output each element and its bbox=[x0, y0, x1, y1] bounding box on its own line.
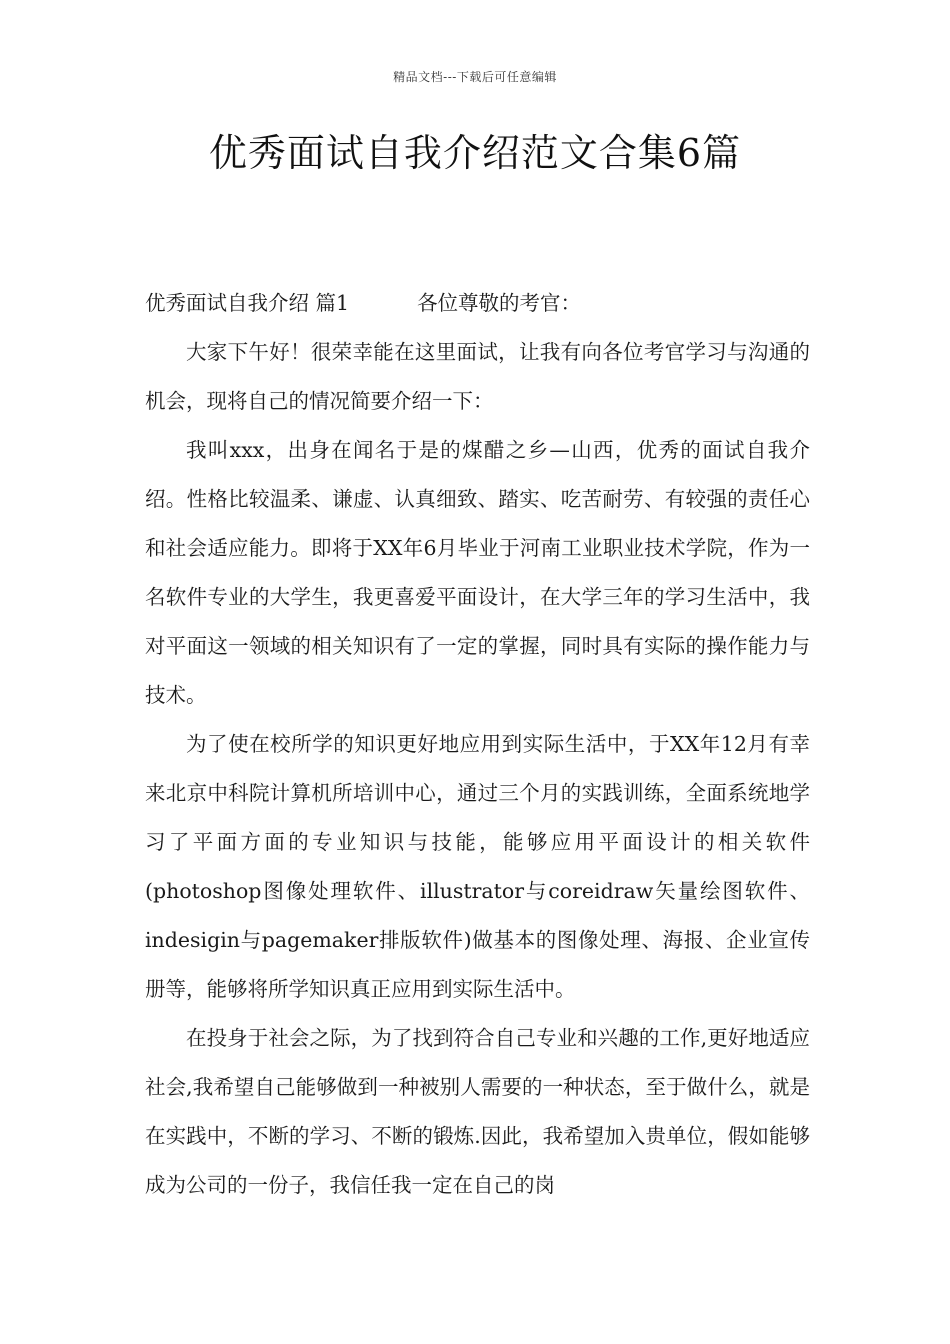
document-title: 优秀面试自我介绍范文合集6篇 bbox=[208, 131, 742, 175]
document-body bbox=[145, 279, 810, 1210]
paragraph: 大家下午好！很荣幸能在这里面试，让我有向各位考官学习与沟通的机会，现将自己的情况简要介绍一下： bbox=[145, 340, 810, 413]
paragraph: 我叫xxx，出身在闻名于是的煤醋之乡—山西，优秀的面试自我介绍。性格比较温柔、谦虚、认真细致、踏实、吃苦耐劳、有较强的责任心和社会适应能力。即将于XX年6月毕业于河南工业职业技术学院，作为一名软件专业的大学生，我更喜爱平面设计，在大学三年的学习生活中，我对平面这一领域的相关知识有了一定的掌握，同时具有实际的操作能力与技术。 bbox=[145, 438, 810, 707]
paragraph: 为了使在校所学的知识更好地应用到实际生活中，于XX年12月有幸来北京中科院计算机所培训中心，通过三个月的实践训练，全面系统地学习了平面方面的专业知识与技能，能够应用平面设计的相关软件(photoshop图像处理软件、illustrator与coreidraw矢量绘图软件、indesigin与pagemaker排版软件)做基本的图像处理、海报、企业宣传册等，能够将所学知识真正应用到实际生活中。 bbox=[145, 732, 810, 1001]
section-heading-line bbox=[145, 279, 810, 328]
section-heading: 优秀面试自我介绍 篇1 bbox=[145, 291, 350, 315]
header-note: 精品文档---下载后可任意编辑 bbox=[393, 70, 557, 84]
salutation: 各位尊敬的考官： bbox=[417, 291, 582, 315]
paragraph: 在投身于社会之际，为了找到符合自己专业和兴趣的工作,更好地适应社会,我希望自己能够做到一种被别人需要的一种状态，至于做什么，就是在实践中，不断的学习、不断的锻炼.因此，我希望加入贵单位，假如能够成为公司的一份子，我信任我一定在自己的岗 bbox=[145, 1026, 810, 1197]
